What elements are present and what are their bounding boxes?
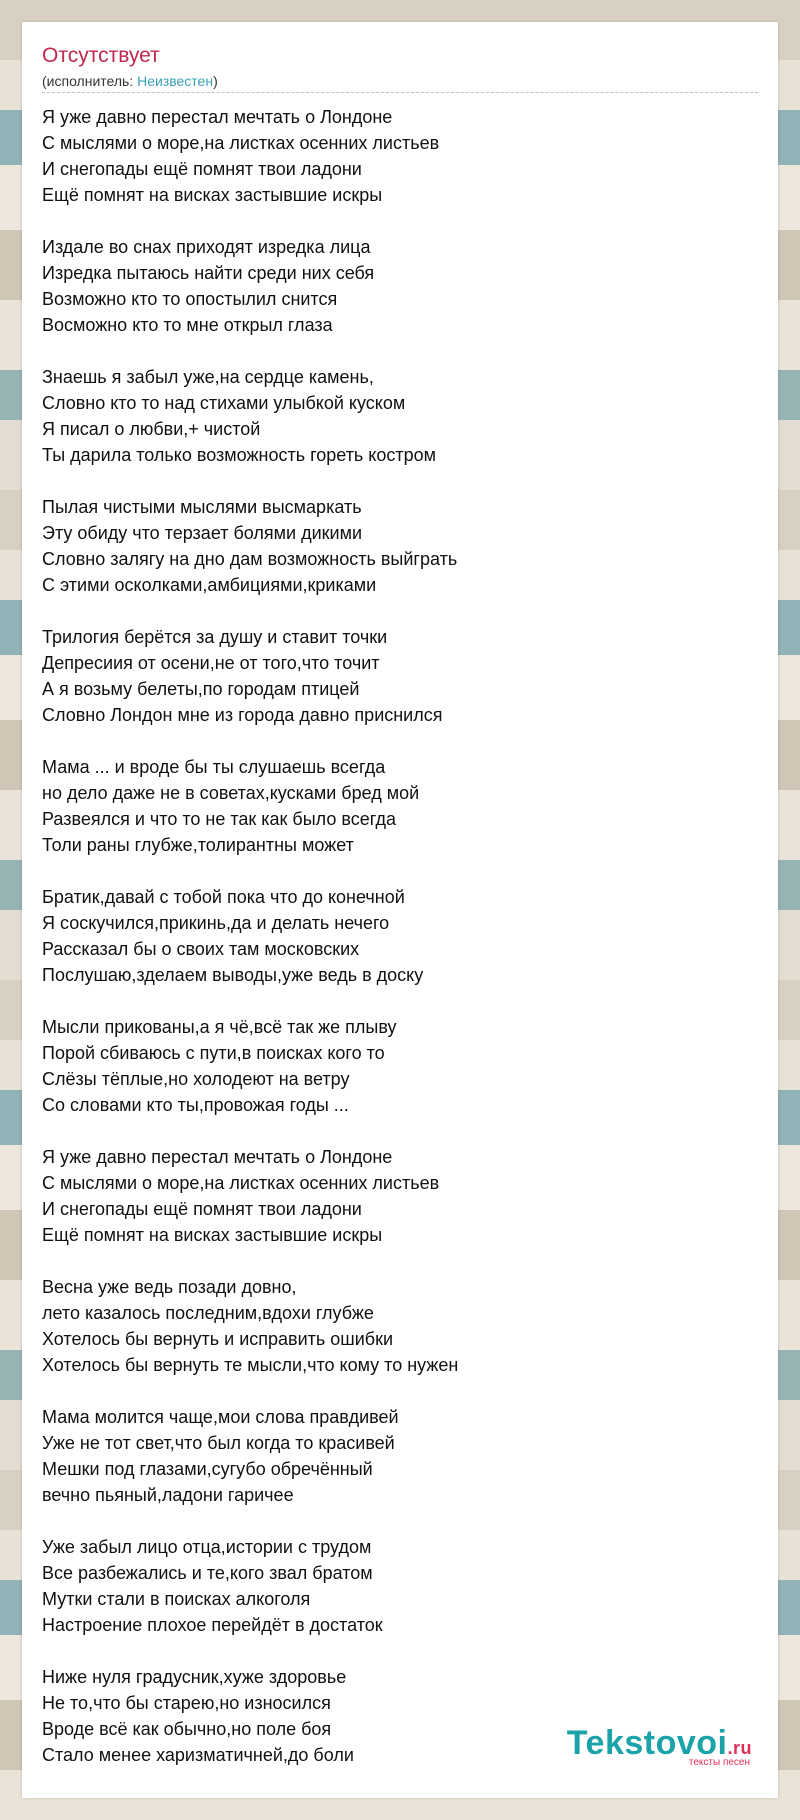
lyric-line: Хотелось бы вернуть те мысли,что кому то нужен: [42, 1355, 459, 1375]
performer-line: [42, 72, 218, 90]
logo-tld: .ru: [727, 1738, 752, 1758]
performer-suffix: ): [213, 73, 218, 89]
lyric-line: Словно Лондон мне из города давно приснился: [42, 705, 443, 725]
lyric-line: Знаешь я забыл уже,на сердце камень,: [42, 367, 374, 387]
lyric-line: С этими осколками,амбициями,криками: [42, 575, 377, 595]
performer-prefix: (исполнитель:: [42, 73, 138, 89]
lyric-line: Словно кто то над стихами улыбкой куском: [42, 393, 406, 413]
site-logo[interactable]: [567, 1724, 752, 1768]
lyric-line: Я писал о любви,+ чистой: [42, 419, 261, 439]
lyric-line: Мама ... и вроде бы ты слушаешь всегда: [42, 757, 386, 777]
lyric-line: И снегопады ещё помнят твои ладони: [42, 159, 362, 179]
lyric-line: Мама молится чаще,мои слова правдивей: [42, 1407, 399, 1427]
stanza: [42, 1534, 758, 1638]
lyric-line: Стало менее харизматичней,до боли: [42, 1745, 354, 1765]
lyric-line: С мыслями о море,на листках осенних листьев: [42, 1173, 440, 1193]
stanza: [42, 1014, 758, 1118]
lyric-line: Ещё помнят на висках застывшие искры: [42, 1225, 383, 1245]
lyric-line: Мутки стали в поисках алкоголя: [42, 1589, 311, 1609]
lyric-line: Депресиия от осени,не от того,что точит: [42, 653, 380, 673]
lyric-line: Ниже нуля градусник,хуже здоровье: [42, 1667, 347, 1687]
lyric-line: Все разбежались и те,кого звал братом: [42, 1563, 373, 1583]
lyric-line: Изредка пытаюсь найти среди них себя: [42, 263, 375, 283]
lyric-line: Толи раны глубже,толирантны может: [42, 835, 354, 855]
lyric-line: Мысли прикованы,а я чё,всё так же плыву: [42, 1017, 397, 1037]
logo-brand-name: Tekstovoi: [566, 1724, 728, 1762]
lyric-line: Вроде всё как обычно,но поле боя: [42, 1719, 332, 1739]
stanza: [42, 1404, 758, 1508]
lyric-line: Словно залягу на дно дам возможность выйграть: [42, 549, 458, 569]
lyric-line: Рассказал бы о своих там московских: [42, 939, 360, 959]
stanza: [42, 494, 758, 598]
lyric-line: Уже забыл лицо отца,истории с трудом: [42, 1537, 372, 1557]
lyric-line: Я соскучился,прикинь,да и делать нечего: [42, 913, 390, 933]
lyric-line: Со словами кто ты,провожая годы ...: [42, 1095, 349, 1115]
lyric-line: Весна уже ведь позади довно,: [42, 1277, 297, 1297]
lyric-line: Пылая чистыми мыслями высмаркать: [42, 497, 362, 517]
lyric-line: Слёзы тёплые,но холодеют на ветру: [42, 1069, 350, 1089]
stanza: [42, 754, 758, 858]
stanza: [42, 624, 758, 728]
stanza: [42, 364, 758, 468]
lyric-line: вечно пьяный,ладони гаричее: [42, 1485, 294, 1505]
lyric-line: Трилогия берётся за душу и ставит точки: [42, 627, 388, 647]
lyric-line: С мыслями о море,на листках осенних листьев: [42, 133, 440, 153]
lyric-line: Возможно кто то опостылил снится: [42, 289, 338, 309]
stanza: [42, 884, 758, 988]
title-separator: [42, 92, 758, 93]
lyric-line: Послушаю,зделаем выводы,уже ведь в доску: [42, 965, 424, 985]
lyric-line: Ещё помнят на висках застывшие искры: [42, 185, 383, 205]
lyric-line: И снегопады ещё помнят твои ладони: [42, 1199, 362, 1219]
logo-tagline: тексты песен: [688, 1757, 750, 1768]
lyrics-card: [22, 22, 778, 1798]
lyric-line: Не то,что бы старею,но износился: [42, 1693, 331, 1713]
lyric-line: Развеялся и что то не так как было всегда: [42, 809, 397, 829]
lyric-line: Я уже давно перестал мечтать о Лондоне: [42, 1147, 393, 1167]
lyric-line: Настроение плохое перейдёт в достаток: [42, 1615, 383, 1635]
performer-link[interactable]: Неизвестен: [137, 73, 214, 89]
lyric-line: Хотелось бы вернуть и исправить ошибки: [42, 1329, 394, 1349]
song-title: Отсутствует: [42, 44, 160, 67]
lyric-line: Я уже давно перестал мечтать о Лондоне: [42, 107, 393, 127]
stanza: [42, 1144, 758, 1248]
stanza: [42, 234, 758, 338]
lyric-line: Порой сбиваюсь с пути,в поисках кого то: [42, 1043, 385, 1063]
lyrics-body: [42, 104, 758, 1794]
stanza: [42, 104, 758, 208]
lyric-line: Мешки под глазами,сугубо обречённый: [42, 1459, 373, 1479]
lyric-line: Издале во снах приходят изредка лица: [42, 237, 371, 257]
lyric-line: Эту обиду что терзает болями дикими: [42, 523, 363, 543]
lyric-line: А я возьму белеты,по городам птицей: [42, 679, 360, 699]
stanza: [42, 1274, 758, 1378]
lyric-line: Восможно кто то мне открыл глаза: [42, 315, 333, 335]
lyric-line: но дело даже не в советах,кусками бред мой: [42, 783, 420, 803]
lyric-line: Уже не тот свет,что был когда то красивей: [42, 1433, 395, 1453]
lyric-line: Ты дарила только возможность гореть костром: [42, 445, 437, 465]
lyric-line: Братик,давай с тобой пока что до конечной: [42, 887, 405, 907]
lyric-line: лето казалось последним,вдохи глубже: [42, 1303, 374, 1323]
